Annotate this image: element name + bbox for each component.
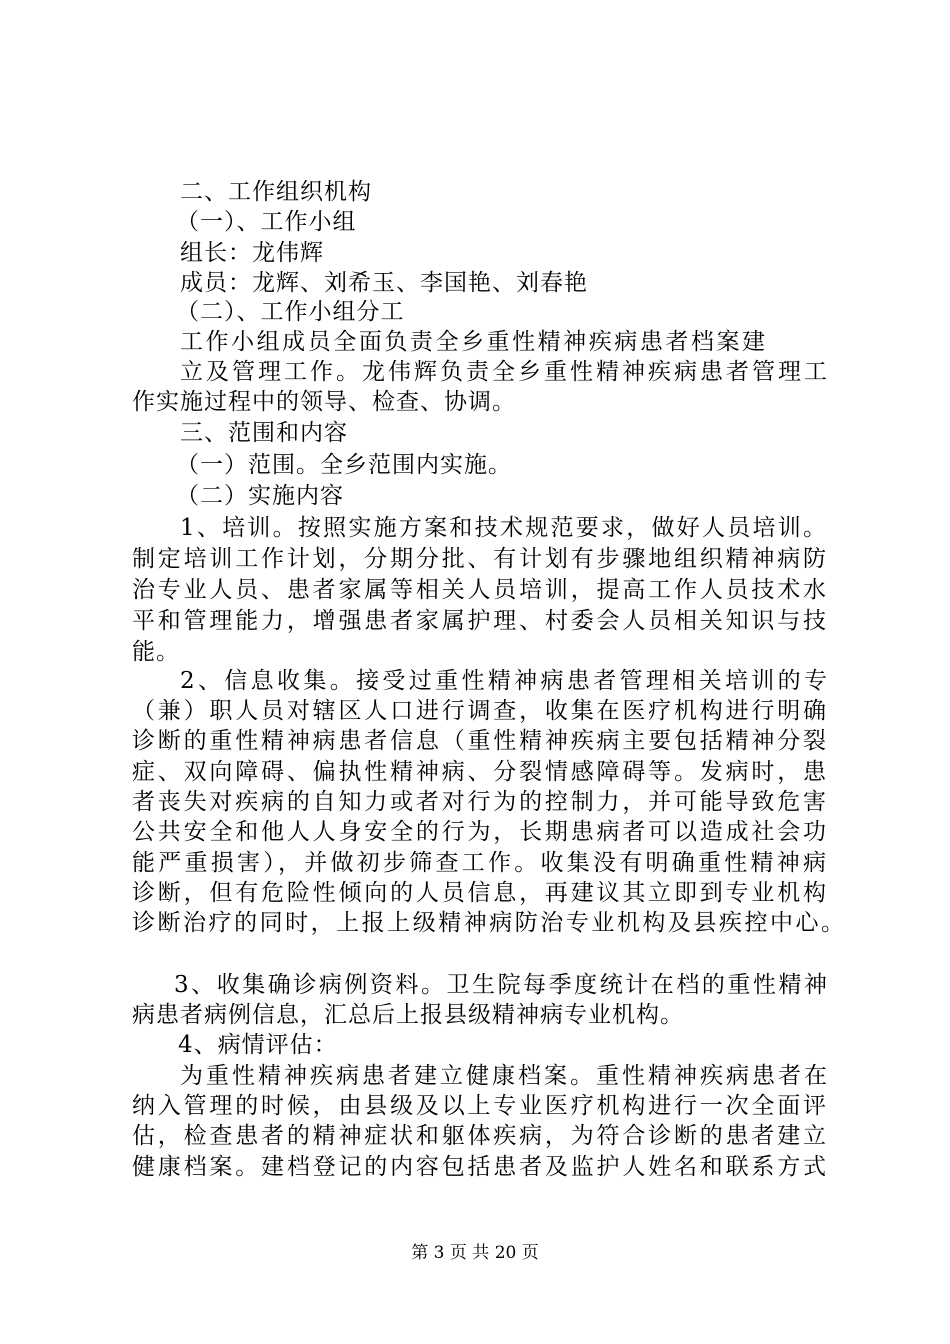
text-line: 作实施过程中的领导、检查、协调。: [132, 389, 516, 415]
text-line: 2、信息收集。接受过重性精神病患者管理相关培训的专: [180, 668, 827, 694]
text-line: 病患者病例信息，汇总后上报县级精神病专业机构。: [132, 1002, 684, 1028]
text-line: 诊断的重性精神病患者信息（重性精神疾病主要包括精神分裂: [132, 728, 826, 754]
text-line: 立及管理工作。龙伟辉负责全乡重性精神疾病患者管理工: [180, 359, 827, 385]
text-line: 4、病情评估：: [178, 1032, 338, 1058]
text-line: 公共安全和他人人身安全的行为，长期患病者可以造成社会功: [132, 819, 826, 845]
text-line: 1、培训。按照实施方案和技术规范要求，做好人员培训。: [180, 515, 826, 541]
section-heading: 二、工作组织机构: [180, 179, 372, 205]
text-line: 诊断治疗的同时，上报上级精神病防治专业机构及县疾控中心。: [132, 910, 844, 936]
text-line: 诊断，但有危险性倾向的人员信息，再建议其立即到专业机构: [132, 880, 826, 906]
text-line: 健康档案。建档登记的内容包括患者及监护人姓名和联系方式: [132, 1154, 826, 1180]
subsection-heading: （二）实施内容: [176, 483, 344, 509]
text-line: 治专业人员、患者家属等相关人员培训，提高工作人员技术水: [132, 577, 826, 603]
subsection-heading: （一）、工作小组: [176, 209, 357, 235]
text-line: 能严重损害），并做初步筛查工作。收集没有明确重性精神病: [132, 850, 826, 876]
text-line: 者丧失对疾病的自知力或者对行为的控制力，并可能导致危害: [132, 789, 826, 815]
text-line: 症、双向障碍、偏执性精神病、分裂情感障碍等。发病时，患: [132, 759, 826, 785]
text-line: （兼）职人员对辖区人口进行调查，收集在医疗机构进行明确: [132, 698, 826, 724]
text-line: 为重性精神疾病患者建立健康档案。重性精神疾病患者在: [180, 1063, 827, 1089]
text-line: 估，检查患者的精神症状和躯体疾病，为符合诊断的患者建立: [132, 1123, 826, 1149]
page-number-footer: 第 3 页 共 20 页: [411, 1243, 539, 1263]
text-line: 制定培训工作计划，分期分批、有计划有步骤地组织精神病防: [132, 546, 826, 572]
subsection-heading: （一）范围。全乡范围内实施。: [176, 452, 512, 478]
text-line: 能。: [132, 639, 180, 665]
section-heading: 三、范围和内容: [180, 420, 348, 446]
text-line: 成员：龙辉、刘希玉、李国艳、刘春艳: [180, 270, 588, 296]
text-line: 纳入管理的时候，由县级及以上专业医疗机构进行一次全面评: [132, 1093, 826, 1119]
text-line: 组长：龙伟辉: [180, 240, 324, 266]
subsection-heading: （二）、工作小组分工: [176, 299, 405, 325]
text-line: 平和管理能力，增强患者家属护理、村委会人员相关知识与技: [132, 608, 826, 634]
text-line: 3、收集确诊病例资料。卫生院每季度统计在档的重性精神: [174, 972, 827, 998]
text-line: 工作小组成员全面负责全乡重性精神疾病患者档案建: [180, 329, 765, 355]
